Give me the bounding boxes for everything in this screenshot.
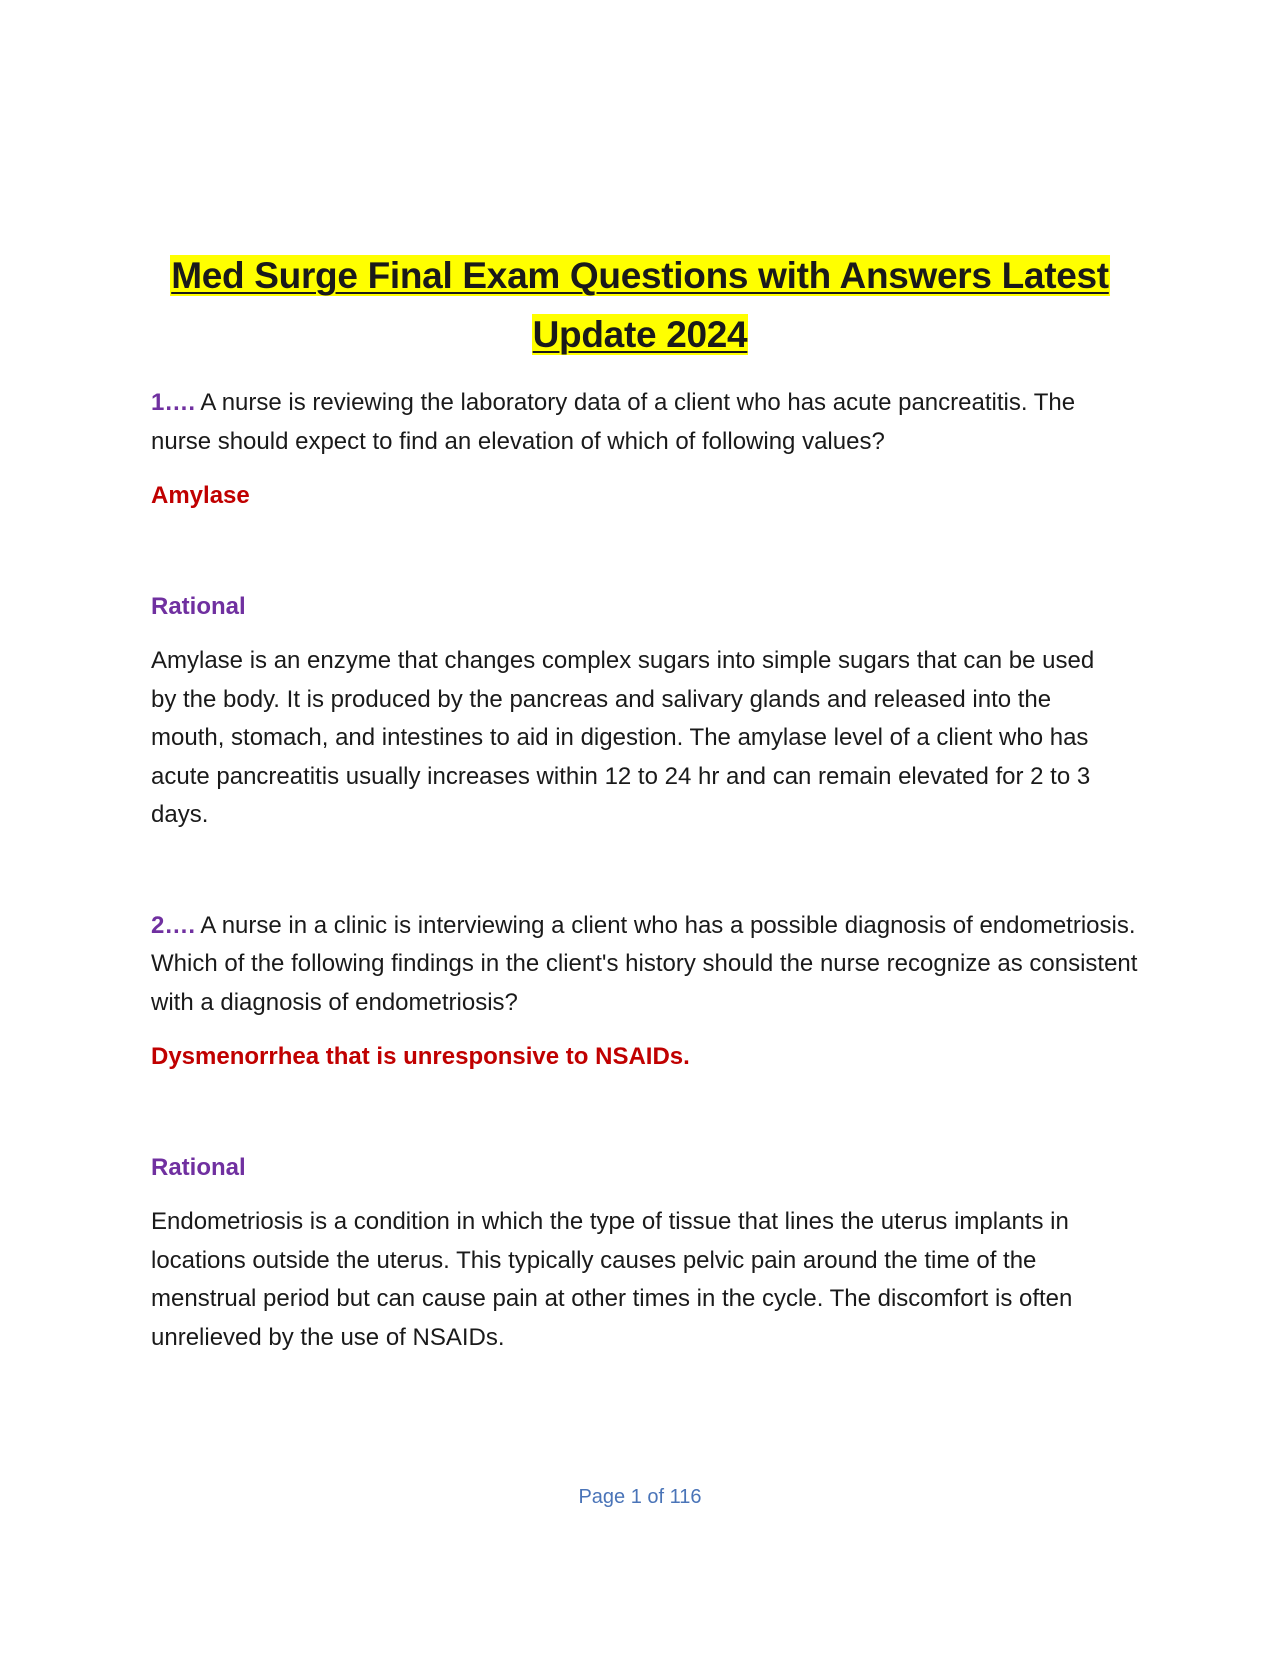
question-text [151,384,1141,461]
rational-text: Endometriosis is a condition in which the type of tissue that lines the uterus implants in locations outside the uterus. This typically causes pelvic pain around the time of the menstrual period but can cause pain at other times in the cycle. The discomfort is often unrelieved by the use of NSAIDs. [151,1208,1073,1351]
question-block [151,907,1141,1358]
page-number-footer: Page 1 of 116 [578,1486,702,1508]
answer-text: Amylase [151,482,250,509]
answer-text: Dysmenorrhea that is unresponsive to NSAIDs. [151,1043,690,1070]
question-number: 1…. [151,389,196,416]
rational-text: Amylase is an enzyme that changes complex sugars into simple sugars that can be used by the body. It is produced by the pancreas and salivary glands and released into the mouth, stomach, and intestines to aid in digestion. The amylase level of a client who has acute pancreatitis usually increases within 12 to 24 hr and can remain elevated for 2 to 3 days. [151,647,1095,828]
title-line-1: Med Surge Final Exam Questions with Answers Latest [171,255,1109,296]
rational-heading: Rational [151,592,246,620]
question-number: 2…. [151,911,196,939]
questions-section [151,384,1141,1357]
rational-heading: Rational [151,1153,246,1181]
question-text [151,907,1141,1023]
question-body: A nurse in a clinic is interviewing a client who has a possible diagnosis of endometriosis. Which of the following findings in the client's history should the nurse recognize as consistent with a diagnosis of endometriosis? [151,911,1138,1016]
question-body: A nurse is reviewing the laboratory data of a client who has acute pancreatitis. The nurse should expect to find an elevation of which of following values? [151,389,1076,455]
title-line-2: Update 2024 [532,314,748,355]
question-block [151,384,1141,835]
page-title [130,246,1150,364]
